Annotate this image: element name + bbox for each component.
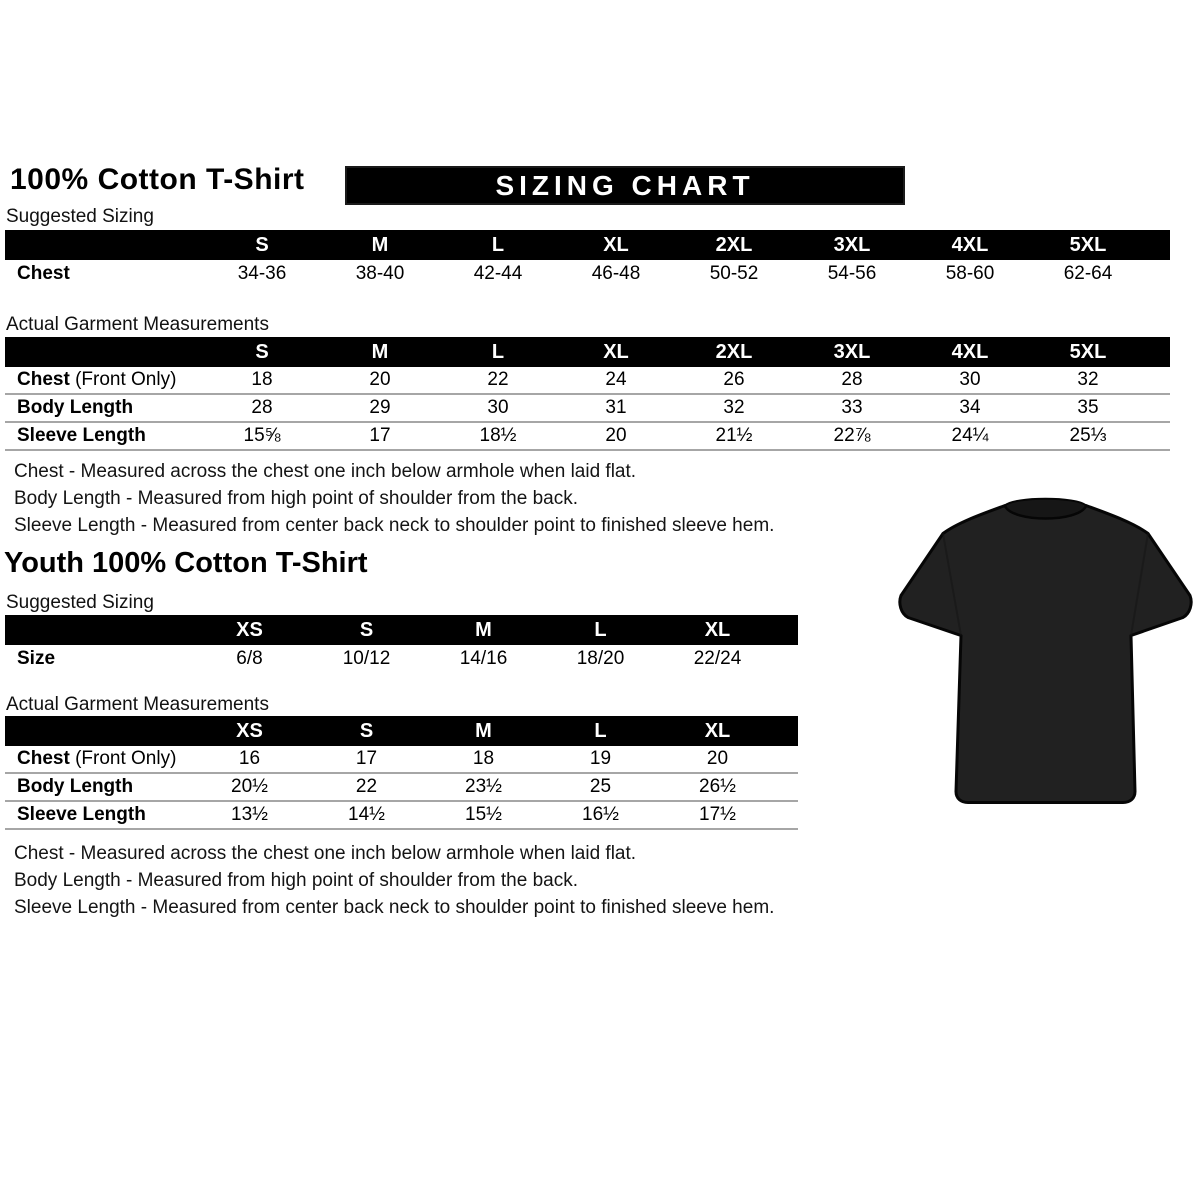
table-cell: 17 (369, 425, 391, 446)
column-header: 5XL (1069, 233, 1107, 256)
table-cell: 26 (723, 369, 745, 390)
youth-actual-measurements-table (5, 716, 798, 830)
table-row (5, 802, 798, 830)
adult-actual-measurements-label: Actual Garment Measurements (6, 314, 269, 335)
table-cell: 30 (959, 369, 981, 390)
table-cell: 16 (238, 748, 261, 769)
table-cell: 28 (251, 397, 273, 418)
column-header: M (475, 618, 492, 641)
row-label: Sleeve Length (17, 425, 146, 446)
note-chest: Chest - Measured across the chest one inch below armhole when laid flat. (14, 461, 637, 482)
table-cell: 35 (1077, 397, 1099, 418)
table-header-row (5, 716, 798, 746)
sizing-chart-banner: SIZING CHART (345, 166, 905, 205)
column-header: XL (704, 719, 731, 742)
table-cell: 21½ (715, 425, 753, 446)
table-row (5, 423, 1170, 451)
column-header: 4XL (951, 340, 989, 363)
column-header: L (594, 618, 607, 641)
row-label: Size (17, 648, 56, 669)
column-header: M (371, 340, 389, 363)
youth-section-title: Youth 100% Cotton T-Shirt (4, 547, 368, 579)
table-cell: 20 (706, 748, 729, 769)
table-cell: 25⅓ (1069, 425, 1107, 446)
table-cell: 50-52 (709, 263, 759, 284)
table-cell: 22 (355, 776, 378, 797)
note-sleeve-length: Sleeve Length - Measured from center back neck to shoulder point to finished sleeve hem. (14, 897, 775, 918)
table-cell: 31 (605, 397, 627, 418)
table-row (5, 367, 1170, 395)
table-row (5, 395, 1170, 423)
table-cell: 18/20 (576, 648, 625, 669)
column-header: XL (704, 618, 731, 641)
table-cell: 58-60 (945, 263, 995, 284)
adult-suggested-sizing-table (5, 230, 1170, 288)
table-cell: 26½ (699, 776, 736, 797)
row-label: Chest (17, 263, 70, 284)
row-label: Chest (Front Only) (17, 748, 177, 769)
column-header: L (491, 340, 505, 363)
column-header: 4XL (951, 233, 989, 256)
column-header: XL (603, 340, 629, 363)
adult-measurement-notes (14, 458, 774, 539)
tshirt-body (900, 506, 1191, 803)
row-label: Sleeve Length (17, 804, 146, 825)
table-cell: 18½ (479, 425, 517, 446)
row-label: Body Length (17, 776, 134, 797)
column-header: XL (603, 233, 629, 256)
table-row (5, 774, 798, 802)
table-header-row (5, 230, 1170, 260)
table-cell: 25 (589, 776, 612, 797)
table-cell: 16½ (582, 804, 619, 825)
column-header: 3XL (833, 340, 871, 363)
table-cell: 22⅞ (833, 425, 871, 446)
note-chest: Chest - Measured across the chest one inch below armhole when laid flat. (14, 843, 637, 864)
table-cell: 19 (589, 748, 612, 769)
table-cell: 33 (841, 397, 863, 418)
table-row (5, 260, 1170, 288)
youth-suggested-sizing-label: Suggested Sizing (6, 592, 154, 613)
column-header: 5XL (1069, 340, 1107, 363)
table-cell: 32 (1077, 369, 1099, 390)
page-title: 100% Cotton T-Shirt (10, 163, 305, 196)
table-cell: 14½ (348, 804, 385, 825)
note-body-length: Body Length - Measured from high point of shoulder from the back. (14, 870, 578, 891)
tshirt-icon (893, 472, 1198, 820)
column-header: 3XL (833, 233, 871, 256)
table-cell: 22 (487, 369, 509, 390)
table-header-row (5, 615, 798, 645)
column-header: L (594, 719, 607, 742)
tshirt-collar (1005, 499, 1086, 519)
table-cell: 54-56 (827, 263, 877, 284)
table-cell: 30 (487, 397, 509, 418)
table-cell: 29 (369, 397, 391, 418)
table-cell: 38-40 (355, 263, 405, 284)
row-label: Body Length (17, 397, 134, 418)
adult-suggested-sizing-label: Suggested Sizing (6, 206, 154, 227)
table-cell: 17 (355, 748, 378, 769)
table-cell: 34-36 (237, 263, 287, 284)
adult-actual-measurements-table (5, 337, 1170, 451)
black-tshirt-image (893, 472, 1198, 820)
table-cell: 23½ (465, 776, 502, 797)
row-label: Chest (Front Only) (17, 369, 177, 390)
table-cell: 28 (841, 369, 863, 390)
column-header: XS (236, 618, 263, 641)
column-header: S (255, 233, 269, 256)
table-cell: 32 (723, 397, 745, 418)
table-cell: 18 (472, 748, 495, 769)
table-cell: 62-64 (1063, 263, 1113, 284)
table-cell: 18 (251, 369, 273, 390)
column-header: 2XL (715, 233, 753, 256)
youth-suggested-sizing-table (5, 615, 798, 673)
note-body-length: Body Length - Measured from high point of shoulder from the back. (14, 488, 578, 509)
table-row (5, 746, 798, 774)
column-header: 2XL (715, 340, 753, 363)
youth-actual-measurements-label: Actual Garment Measurements (6, 694, 269, 715)
table-cell: 46-48 (591, 263, 641, 284)
table-row (5, 645, 798, 673)
column-header: M (475, 719, 492, 742)
table-cell: 17½ (699, 804, 736, 825)
table-cell: 20 (369, 369, 391, 390)
table-cell: 10/12 (342, 648, 391, 669)
table-cell: 22/24 (693, 648, 742, 669)
table-cell: 20 (605, 425, 627, 446)
table-cell: 42-44 (473, 263, 523, 284)
table-cell: 15½ (465, 804, 502, 825)
table-header-row (5, 337, 1170, 367)
column-header: S (359, 618, 374, 641)
column-header: S (255, 340, 269, 363)
table-cell: 6/8 (236, 648, 263, 669)
column-header: L (491, 233, 505, 256)
table-cell: 34 (959, 397, 981, 418)
table-cell: 15⅝ (243, 425, 281, 446)
column-header: S (359, 719, 374, 742)
column-header: XS (236, 719, 263, 742)
table-cell: 14/16 (459, 648, 508, 669)
table-cell: 24¼ (951, 425, 989, 446)
youth-measurement-notes (14, 840, 774, 921)
note-sleeve-length: Sleeve Length - Measured from center back neck to shoulder point to finished sleeve hem. (14, 515, 775, 536)
table-cell: 24 (605, 369, 627, 390)
table-cell: 13½ (231, 804, 268, 825)
column-header: M (371, 233, 389, 256)
table-cell: 20½ (231, 776, 268, 797)
